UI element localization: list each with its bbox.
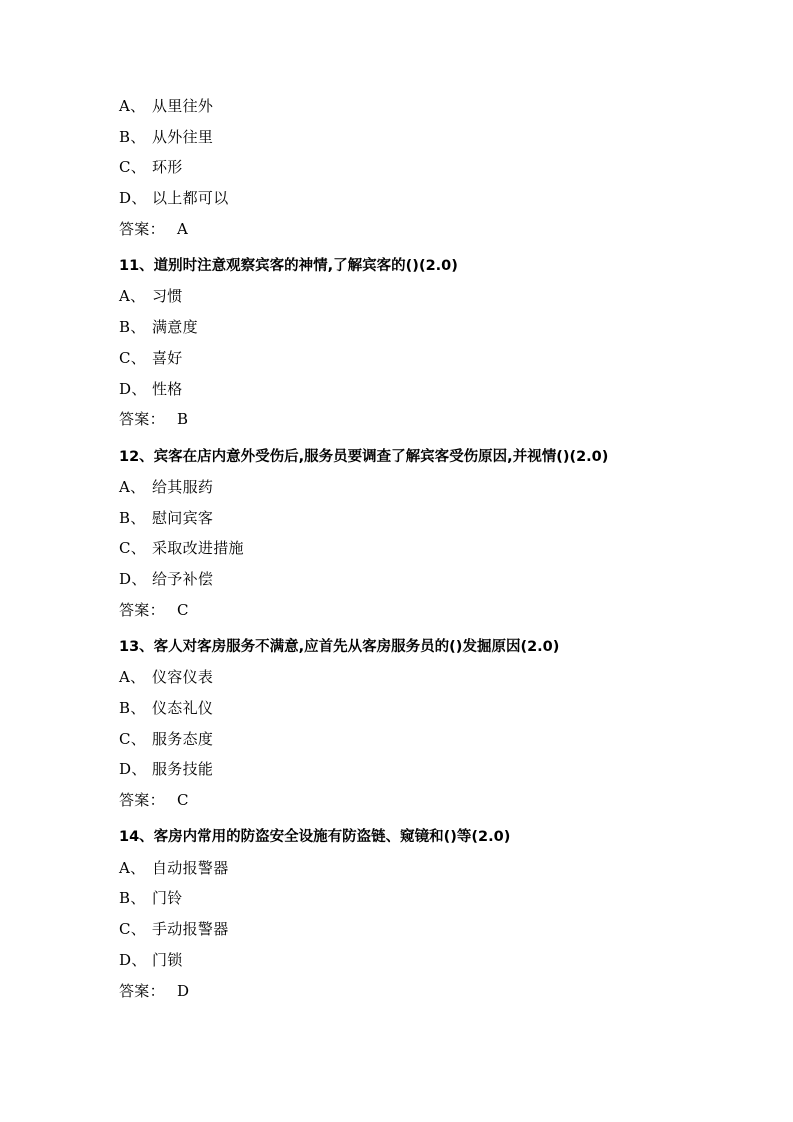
option-text: 自动报警器 — [152, 859, 229, 877]
answer-line — [119, 600, 189, 620]
option-letter: C、 — [119, 730, 147, 748]
option-text: 门锁 — [152, 951, 183, 969]
option-d — [119, 569, 213, 589]
option-b — [119, 317, 198, 337]
answer-line — [119, 981, 189, 1001]
option-letter: A、 — [119, 478, 146, 496]
option-letter: D、 — [119, 760, 147, 778]
option-c — [119, 729, 213, 749]
option-letter: B、 — [119, 699, 146, 717]
option-text: 服务技能 — [152, 760, 214, 778]
option-letter: A、 — [119, 97, 146, 115]
answer-value: B — [177, 410, 189, 428]
option-text: 慰问宾客 — [152, 509, 214, 527]
option-a — [119, 477, 213, 497]
option-b — [119, 888, 183, 908]
option-text: 给予补偿 — [152, 570, 214, 588]
option-d — [119, 379, 183, 399]
option-letter: B、 — [119, 889, 146, 907]
option-text: 仪容仪表 — [152, 668, 214, 686]
answer-label: 答案： — [119, 410, 165, 428]
option-text: 性格 — [152, 380, 183, 398]
option-a — [119, 858, 229, 878]
answer-label: 答案： — [119, 791, 165, 809]
option-letter: A、 — [119, 859, 146, 877]
option-text: 给其服药 — [152, 478, 214, 496]
option-a — [119, 286, 183, 306]
option-c — [119, 919, 229, 939]
question-12: 12、宾客在店内意外受伤后,服务员要调查了解宾客受伤原因,并视情()(2.0) — [119, 449, 609, 465]
option-text: 门铃 — [152, 889, 183, 907]
answer-value: D — [177, 982, 190, 1000]
option-text: 手动报警器 — [152, 920, 229, 938]
option-c — [119, 538, 244, 558]
option-text: 环形 — [152, 158, 183, 176]
option-letter: D、 — [119, 570, 147, 588]
option-d — [119, 188, 229, 208]
option-text: 以上都可以 — [152, 189, 229, 207]
option-letter: D、 — [119, 951, 147, 969]
option-text: 习惯 — [152, 287, 183, 305]
option-a — [119, 667, 213, 687]
answer-line — [119, 219, 188, 239]
option-a — [119, 96, 213, 116]
option-c — [119, 157, 183, 177]
answer-value: C — [177, 791, 189, 809]
option-text: 满意度 — [152, 318, 198, 336]
answer-line — [119, 790, 189, 810]
option-b — [119, 127, 213, 147]
option-letter: B、 — [119, 318, 146, 336]
option-letter: C、 — [119, 539, 147, 557]
option-letter: B、 — [119, 509, 146, 527]
option-letter: B、 — [119, 128, 146, 146]
answer-line — [119, 409, 188, 429]
answer-value: C — [177, 601, 189, 619]
option-letter: A、 — [119, 668, 146, 686]
answer-label: 答案： — [119, 601, 165, 619]
option-d — [119, 759, 213, 779]
question-14: 14、客房内常用的防盗安全设施有防盗链、窥镜和()等(2.0) — [119, 829, 511, 845]
answer-value: A — [177, 220, 189, 238]
option-letter: D、 — [119, 189, 147, 207]
question-11: 11、道别时注意观察宾客的神情,了解宾客的()(2.0) — [119, 258, 458, 274]
option-letter: D、 — [119, 380, 147, 398]
option-letter: C、 — [119, 920, 147, 938]
option-c — [119, 348, 183, 368]
option-text: 采取改进措施 — [152, 539, 244, 557]
option-text: 喜好 — [152, 349, 183, 367]
option-b — [119, 508, 213, 528]
option-b — [119, 698, 213, 718]
question-13: 13、客人对客房服务不满意,应首先从客房服务员的()发掘原因(2.0) — [119, 639, 560, 655]
option-text: 服务态度 — [152, 730, 214, 748]
option-letter: A、 — [119, 287, 146, 305]
option-letter: C、 — [119, 158, 147, 176]
answer-label: 答案： — [119, 220, 165, 238]
option-letter: C、 — [119, 349, 147, 367]
option-text: 从外往里 — [152, 128, 214, 146]
option-text: 仪态礼仪 — [152, 699, 214, 717]
option-text: 从里往外 — [152, 97, 214, 115]
answer-label: 答案： — [119, 982, 165, 1000]
option-d — [119, 950, 183, 970]
